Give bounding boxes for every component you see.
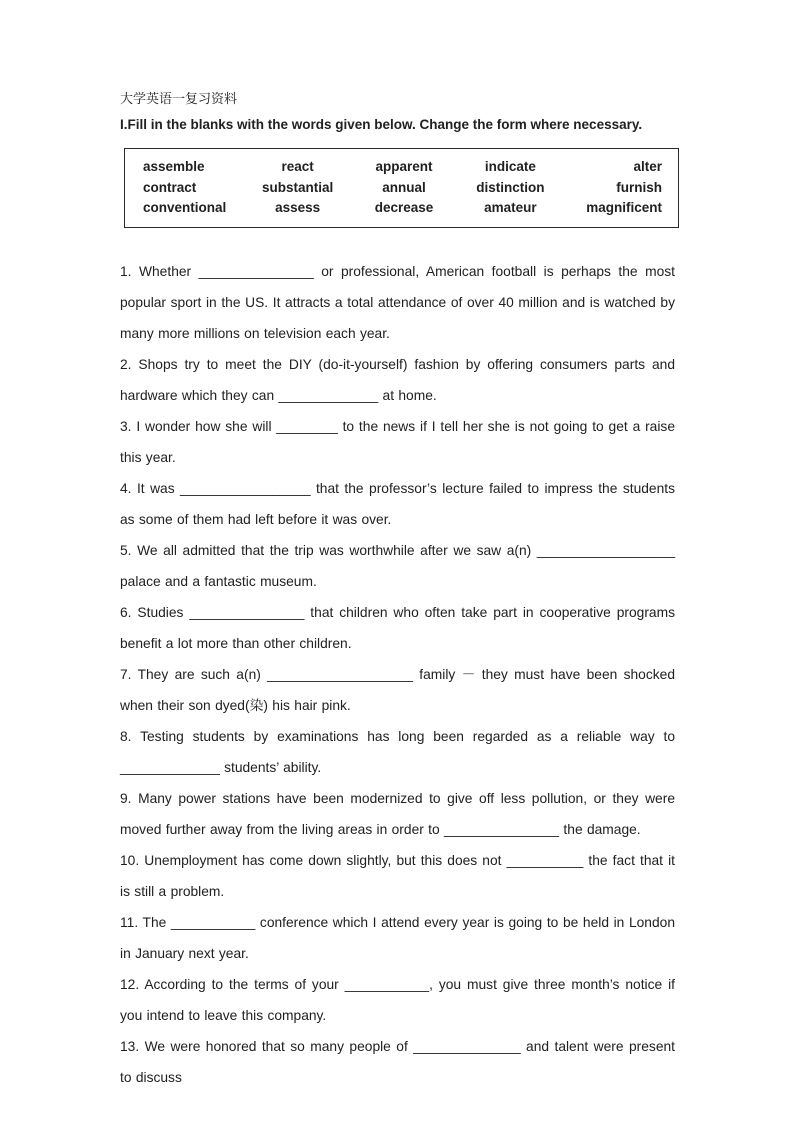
questions-list [120, 256, 675, 1093]
word-bank-word: apparent [375, 159, 433, 174]
word-bank-row [135, 178, 668, 199]
question-item: 2. Shops try to meet the DIY (do-it-yourself) fashion by offering consumers parts and hardware which they can _____________ at home. [120, 356, 675, 403]
word-bank-word: indicate [484, 159, 536, 174]
question-item: 6. Studies _______________ that children who often take part in cooperative programs benefit a lot more than other children. [120, 604, 675, 651]
word-bank-word: contract [143, 179, 197, 195]
word-bank-box [124, 148, 679, 228]
document-title: 大学英语一复习资料 [120, 91, 238, 106]
question-item: 10. Unemployment has come down slightly, but this does not __________ the fact that it is still a problem. [120, 852, 675, 899]
word-bank-word: furnish [616, 179, 662, 195]
question-item: 12. According to the terms of your ___________, you must give three month’s notice if you intend to leave this company. [120, 976, 675, 1023]
word-bank-word: magnificent [586, 200, 662, 215]
question-item: 4. It was _________________ that the professor’s lecture failed to impress the students as some of them had left before it was over. [120, 480, 675, 527]
word-bank-word: alter [633, 159, 662, 174]
question-item: 9. Many power stations have been modernized to give off less pollution, or they were moved further away from the living areas in order to _______________ the damage. [120, 790, 675, 837]
question-item: 7. They are such a(n) ___________________ family － they must have been shocked when their son dyed(染) his hair pink. [120, 666, 675, 713]
word-bank-row [135, 157, 668, 178]
word-bank-word: amateur [484, 200, 537, 215]
word-bank-word: assemble [143, 159, 205, 174]
question-item: 13. We were honored that so many people of ______________ and talent were present to discuss [120, 1038, 675, 1085]
word-bank-word: conventional [143, 200, 227, 215]
question-item: 8. Testing students by examinations has long been regarded as a reliable way to _____________ students’ ability. [120, 728, 675, 775]
question-item: 5. We all admitted that the trip was worthwhile after we saw a(n) __________________ palace and a fantastic museum. [120, 542, 675, 589]
question-item: 1. Whether _______________ or professional, American football is perhaps the most popular sport in the US. It attracts a total attendance of over 40 million and is watched by many more millions on television each year. [120, 263, 675, 341]
word-bank-row [135, 198, 668, 219]
word-bank-word: annual [382, 179, 426, 195]
word-bank-word: decrease [374, 200, 434, 215]
word-bank-word: substantial [262, 179, 334, 195]
word-bank-word: distinction [476, 179, 545, 195]
word-bank-word: assess [275, 200, 321, 215]
question-item: 11. The ___________ conference which I attend every year is going to be held in London in January next year. [120, 914, 675, 961]
word-bank-word: react [281, 159, 314, 174]
section-heading: I.Fill in the blanks with the words given below. Change the form where necessary. [120, 117, 643, 132]
question-item: 3. I wonder how she will ________ to the news if I tell her she is not going to get a raise this year. [120, 418, 675, 465]
